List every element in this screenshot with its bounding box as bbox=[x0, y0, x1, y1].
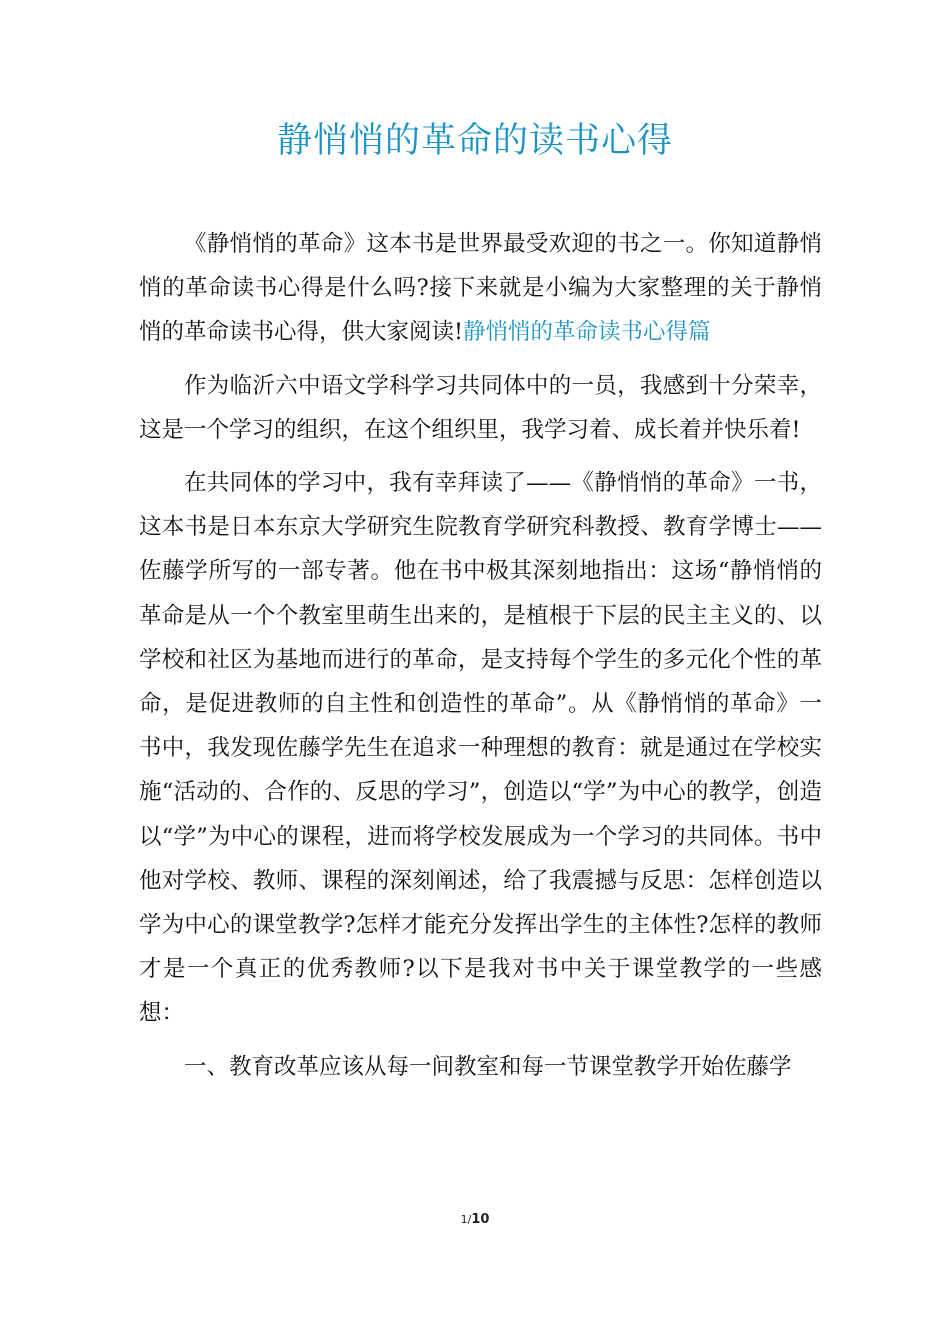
page-number bbox=[0, 1212, 950, 1227]
page-total: 10 bbox=[471, 1212, 490, 1227]
page-separator: / bbox=[467, 1213, 472, 1226]
page-current: 1 bbox=[460, 1213, 468, 1226]
document-title: 静悄悄的革命的读书心得 bbox=[276, 121, 673, 161]
paragraph-community: 作为临沂六中语文学科学习共同体中的一员，我感到十分荣幸，这是一个学习的组织，在这个组织里，我学习着、成长着并快乐着! bbox=[139, 372, 822, 443]
document-body bbox=[139, 222, 822, 1098]
paragraph-book-review: 在共同体的学习中，我有幸拜读了——《静悄悄的革命》一书，这本书是日本东京大学研究生院教育学研究科教授、教育学博士——佐藤学所写的一部专著。他在书中极其深刻地指出：这场“静悄悄的革命是从一个个教室里萌生出来的，是植根于下层的民主主义的、以学校和社区为基地而进行的革命，是支持每个学生的多元化个性的革命，是促进教师的自主性和创造性的革命”。从《静悄悄的革命》一书中，我发现佐藤学先生在追求一种理想的教育：就是通过在学校实施“活动的、合作的、反思的学习”，创造以“学”为中心的教学，创造以“学”为中心的课程，进而将学校发展成为一个学习的共同体。书中他对学校、教师、课程的深刻阐述，给了我震撼与反思：怎样创造以学为中心的课堂教学?怎样才能充分发挥出学生的主体性?怎样的教师才是一个真正的优秀教师?以下是我对书中关于课堂教学的一些感想： bbox=[139, 470, 822, 1027]
paragraph-intro-text: 《静悄悄的革命》这本书是世界最受欢迎的书之一。你知道静悄悄的革命读书心得是什么吗?接下来就是小编为大家整理的关于静悄悄的革命读书心得，供大家阅读! bbox=[139, 231, 822, 346]
paragraph-section-one: 一、教育改革应该从每一间教室和每一节课堂教学开始佐藤学 bbox=[184, 1053, 792, 1080]
article-link[interactable]: 静悄悄的革命读书心得篇 bbox=[463, 319, 711, 346]
paragraph-intro bbox=[139, 222, 822, 355]
